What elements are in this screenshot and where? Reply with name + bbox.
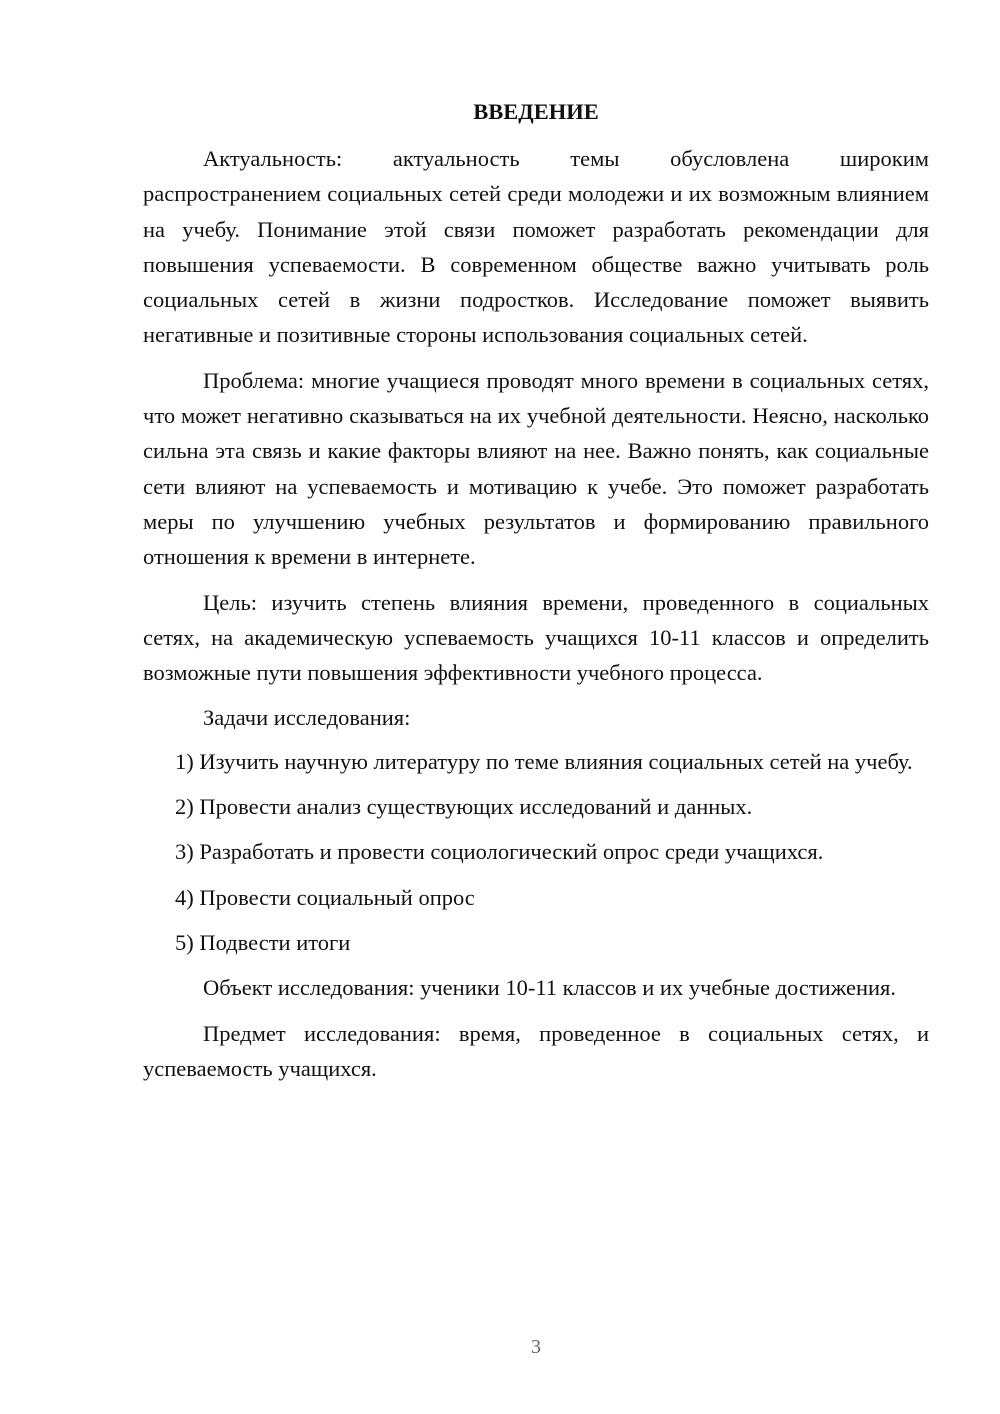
task-item: 2) Провести анализ существующих исследований и данных. [175, 794, 753, 820]
page-content [143, 94, 929, 1096]
section-title: ВВЕДЕНИЕ [473, 99, 599, 124]
tasks-heading: Задачи исследования: [203, 705, 411, 731]
tasks-list [143, 744, 929, 960]
subject-paragraph: Предмет исследования: время, проведенное в социальных сетях, и успеваемость учащихся. [143, 1020, 929, 1081]
goal-paragraph: Цель: изучить степень влияния времени, проведенного в социальных сетях, на академическую успеваемость учащихся 10-11 классов и определить возможные пути повышения эффективности учебного процесса. [143, 589, 929, 686]
task-item: 4) Провести социальный опрос [175, 884, 475, 910]
problem-paragraph: Проблема: многие учащиеся проводят много времени в социальных сетях, что может негативно сказываться на их учебной деятельности. Неясно, насколько сильна эта связь и какие факторы влияют на нее. Важно понять, как социальные сети влияют на успеваемость и мотивацию к учебе. Это поможет разработать меры по улучшению учебных результатов и формированию правильного отношения к времени в интернете. [143, 367, 929, 570]
task-item: 3) Разработать и провести социологический опрос среди учащихся. [175, 839, 824, 865]
page-number: 3 [531, 1336, 541, 1358]
relevance-paragraph: Актуальность: актуальность темы обусловлена широким распространением социальных сетей среди молодежи и их возможным влиянием на учебу. Понимание этой связи поможет разработать рекомендации для повышения успеваемости. В современном обществе важно учитывать роль социальных сетей в жизни подростков. Исследование поможет выявить негативные и позитивные стороны использования социальных сетей. [143, 146, 929, 348]
task-item: 5) Подвести итоги [175, 929, 351, 955]
object-paragraph: Объект исследования: ученики 10-11 классов и их учебные достижения. [203, 975, 896, 1001]
task-item: 1) Изучить научную литературу по теме влияния социальных сетей на учебу. [175, 748, 913, 774]
